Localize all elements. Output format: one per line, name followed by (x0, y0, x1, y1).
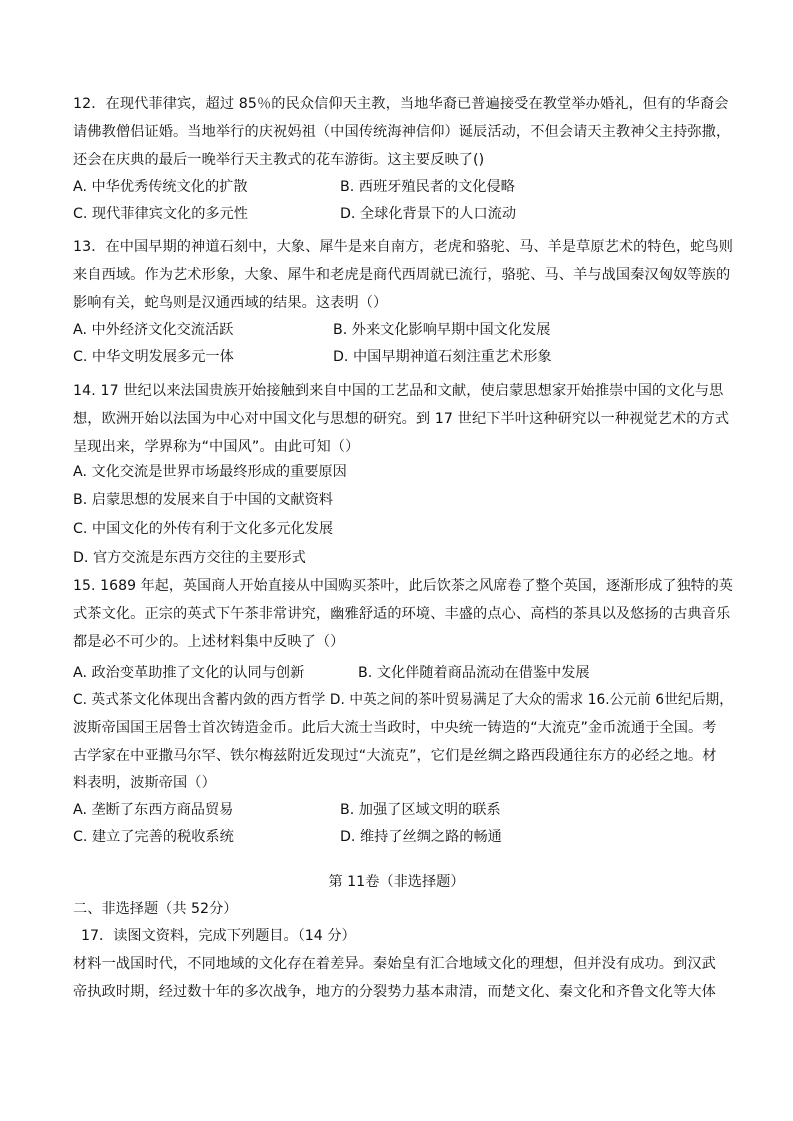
q14-stem-line-2: 想，欧洲开始以法国为中心对中国文化与思想的研究。到 17 世纪下半叶这种研究以一种视觉艺术的方式 (73, 411, 730, 427)
q14-stem-line-3: 呈现出来，学界称为“中国风”。由此可知（） (73, 439, 360, 455)
q15-stem-line-3: 都是必不可少的。上述材料集中反映了（） (73, 634, 345, 650)
q13-option-c: C. 中华文明发展多元一体 (73, 349, 234, 365)
q12-option-d: D. 全球化背景下的人口流动 (340, 206, 517, 222)
q15-option-b: B. 文化伴随着商品流动在借鉴中发展 (358, 665, 590, 681)
q15-option-a: A. 政治变革助推了文化的认同与创新 (73, 665, 305, 681)
part-title: 二、非选择题（共 52分） (73, 901, 238, 917)
q17-material-line-2: 帝执政时期，经过数十年的多次战争，地方的分裂势力基本肃清，而楚文化、秦文化和齐鲁文化等大体 (73, 984, 716, 1000)
q16-option-a: A. 垄断了东西方商品贸易 (73, 802, 234, 818)
q17-stem-line-1: 17．读图文资料，完成下列题目。（14 分） (81, 928, 356, 944)
q14-option-b: B. 启蒙思想的发展来自于中国的文献资料 (73, 492, 333, 508)
q16-option-d: D. 维持了丝绸之路的畅通 (340, 829, 502, 845)
q12-option-c: C. 现代菲律宾文化的多元性 (73, 206, 248, 222)
q12-option-a: A. 中华优秀传统文化的扩散 (73, 179, 248, 195)
q12-stem-line-1: 12．在现代菲律宾，超过 85％的民众信仰天主教，当地华裔已普遍接受在教堂举办婚礼，但有的华裔会 (73, 96, 729, 112)
q16-stem-line-4: 料表明，波斯帝国（） (73, 775, 216, 791)
q15-stem-line-1: 15. 1689 年起，英国商人开始直接从中国购买茶叶，此后饮茶之风席卷了整个英国，逐渐形成了独特的英 (73, 578, 733, 594)
q12-stem-line-3: 还会在庆典的最后一晚举行天主教式的花车游街。这主要反映了() (73, 152, 485, 168)
q15-option-cd-q16-start: C. 英式茶文化体现出含蓄内敛的西方哲学 D. 中英之间的茶叶贸易满足了大众的需求 16.公元前 6世纪后期， (73, 692, 734, 708)
q13-option-d: D. 中国早期神道石刻注重艺术形象 (333, 349, 552, 365)
q16-stem-line-2: 波斯帝国国王居鲁士首次铸造金币。此后大流士当政时，中央统一铸造的“大流克”金币流通于全国。考 (73, 720, 717, 736)
q14-stem-line-1: 14. 17 世纪以来法国贵族开始接触到来自中国的工艺品和文献，使启蒙思想家开始推崇中国的文化与思 (73, 383, 724, 399)
q14-option-a: A. 文化交流是世界市场最终形成的重要原因 (73, 464, 347, 480)
q13-option-a: A. 中外经济文化交流活跃 (73, 322, 234, 338)
q13-option-b: B. 外来文化影响早期中国文化发展 (333, 322, 551, 338)
q14-option-c: C. 中国文化的外传有利于文化多元化发展 (73, 521, 334, 537)
q16-option-b: B. 加强了区域文明的联系 (340, 802, 501, 818)
q12-option-b: B. 西班牙殖民者的文化侵略 (340, 179, 515, 195)
q12-stem-line-2: 请佛教僧侣证婚。当地举行的庆祝妈祖（中国传统海神信仰）诞辰活动，不但会请天主教神父主持弥撒， (73, 124, 731, 140)
q13-stem-line-1: 13．在中国早期的神道石刻中，大象、犀牛是来自南方，老虎和骆驼、马、羊是草原艺术的特色，蛇鸟则 (73, 239, 734, 255)
volume-title: 第 11卷（非选择题） (328, 874, 465, 890)
q15-stem-line-2: 式茶文化。正宗的英式下午茶非常讲究，幽雅舒适的环境、丰盛的点心、高档的茶具以及悠扬的古典音乐 (73, 606, 731, 622)
q13-stem-line-2: 来自西域。作为艺术形象，大象、犀牛和老虎是商代西周就已流行，骆驼、马、羊与战国秦汉匈奴等族的 (73, 267, 731, 283)
q13-stem-line-3: 影响有关，蛇鸟则是汉通西域的结果。这表明（） (73, 295, 388, 311)
q16-option-c: C. 建立了完善的税收系统 (73, 829, 234, 845)
q16-stem-line-3: 古学家在中亚撒马尔罕、铁尔梅兹附近发现过“大流克”，它们是丝绸之路西段通往东方的必经之地。材 (73, 748, 717, 764)
q14-option-d: D. 官方交流是东西方交往的主要形式 (73, 550, 306, 566)
q17-material-line-1: 材料一战国时代，不同地域的文化存在着差异。秦始皇有汇合地域文化的理想，但并没有成功。到汉武 (73, 956, 716, 972)
